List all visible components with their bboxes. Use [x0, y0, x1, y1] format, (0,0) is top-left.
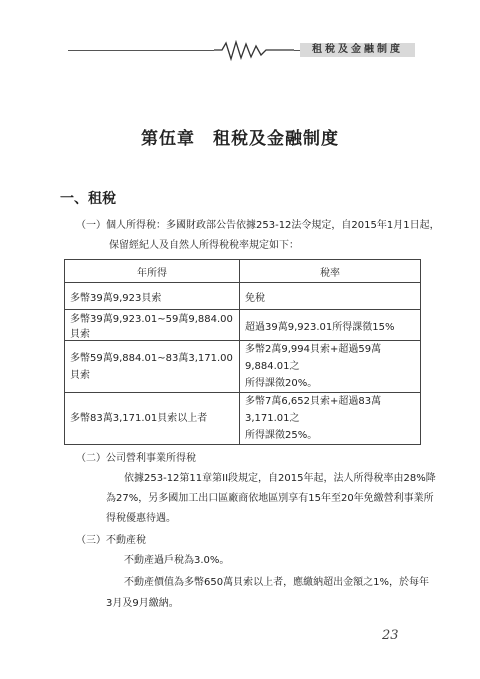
tax-rate-table — [64, 259, 421, 445]
column-header-income: 年所得 — [65, 260, 240, 283]
income-cell: 多幣83萬3,171.01貝索以上者 — [65, 393, 240, 445]
income-cell: 多幣39萬9,923.01~59萬9,884.00貝索 — [65, 310, 240, 341]
table-row — [65, 283, 421, 310]
property-tax-line-3: 3月及9月繳納。 — [106, 598, 179, 609]
rate-cell — [240, 393, 421, 445]
corporate-tax-line-3: 得稅優惠待遇。 — [106, 513, 176, 524]
rate-text: 免稅 — [245, 292, 265, 304]
income-cell: 多幣39萬9,923貝索 — [65, 283, 240, 310]
rate-text: 超過39萬9,923.01所得課徵15% — [245, 321, 395, 333]
rate-cell — [240, 283, 421, 310]
rate-text-line-2: 所得課徵20%。 — [245, 378, 318, 389]
chapter-title: 第伍章 租稅及金融制度 — [141, 129, 339, 149]
rate-cell — [240, 341, 421, 393]
rate-text-line-2: 所得課徵25%。 — [245, 430, 318, 441]
header-section-tag: 租稅及金融制度 — [300, 43, 415, 57]
property-tax-line-2: 不動產價值為多幣650萬貝索以上者，應繳納超出金額之1%，於每年 — [124, 577, 429, 588]
table-row — [65, 393, 421, 445]
rate-text-line-1: 多幣7萬6,652貝索+超過83萬3,171.01之 — [245, 396, 382, 424]
corporate-tax-line-1: 依據253-12第11章第II段規定，自2015年起，法人所得稅率由28%降 — [124, 473, 436, 484]
property-tax-line-1: 不動產過戶稅為3.0%。 — [124, 555, 230, 566]
column-header-rate: 稅率 — [240, 260, 421, 283]
corporate-tax-line-2: 為27%，另多國加工出口區廠商依地區別享有15年至20年免繳營利事業所 — [106, 493, 434, 504]
corporate-tax-heading: （二）公司營利事業所得稅 — [76, 453, 196, 464]
income-cell: 多幣59萬9,884.01~83萬3,171.00貝索 — [65, 341, 240, 393]
rate-cell — [240, 310, 421, 341]
page-number: 23 — [382, 628, 399, 643]
property-tax-heading: （三）不動產稅 — [76, 535, 146, 546]
table-row — [65, 310, 421, 341]
heartbeat-wave-icon — [214, 40, 294, 62]
section-title: 一、租稅 — [60, 191, 116, 207]
table-header-row — [65, 260, 421, 283]
personal-tax-heading-cont: 保留經紀人及自然人所得稅稅率規定如下： — [109, 240, 299, 251]
rate-text-line-1: 多幣2萬9,994貝索+超過59萬9,884.01之 — [245, 344, 382, 372]
personal-tax-heading: （一）個人所得稅：多國財政部公告依據253-12法令規定，自2015年1月1日起， — [76, 220, 440, 231]
table-row — [65, 341, 421, 393]
